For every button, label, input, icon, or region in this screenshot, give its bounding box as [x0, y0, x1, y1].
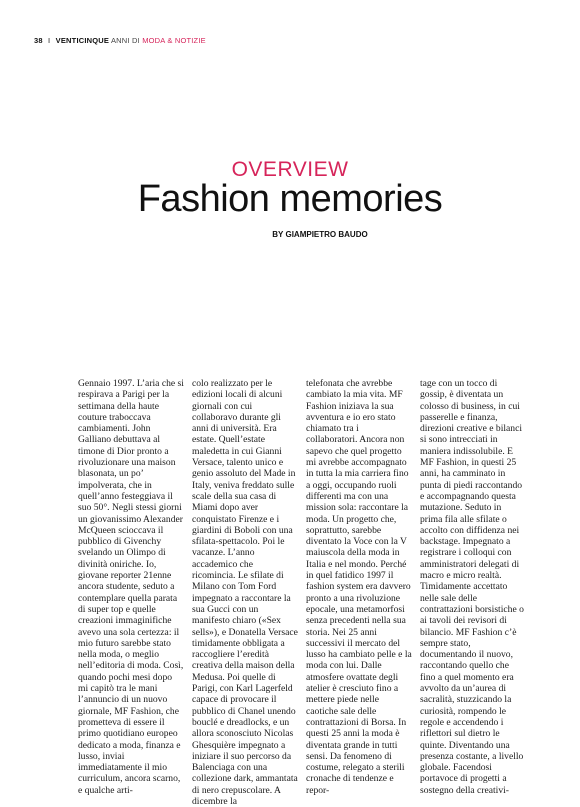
article-title: Fashion memories: [137, 178, 443, 220]
body-column-2: colo realizzato per le edizioni locali di alcuni giornali con cui collaboravo durante gli anni di università. Era estate. Quell’estate maledetta in cui Gianni Versace, talento unico e genio assoluto del Made in Italy, veniva freddato sulle scale della sua casa di Miami dopo aver conquistato Firenze e i giardini di Boboli con una sfilata-spettacolo. Poi le vacanze. L’anno accademico che ricomincia. Le sfilate di Milano con Tom Ford impegnato a raccontare la sua Gucci con un manifesto chiaro («Sex sells»), e Donatella Versace timidamente obbligata a raccogliere l’eredità creativa della maison della Medusa. Poi quelle di Parigi, con Karl Lagerfeld capace di provocare il pubblico di Chanel unendo bouclé e dreadlocks, e un allora sconosciuto Nicolas Ghesquière impegnato a iniziare il suo percorso da Balenciaga con una collezione dark, ammantata di nero crepuscolare. A dicembre la: [192, 378, 298, 807]
body-column-3: telefonata che avrebbe cambiato la mia vita. MF Fashion iniziava la sua avventura e io ero stato chiamato tra i collaboratori. Ancora non sapevo che quel progetto mi avrebbe accompagnato in tutta la mia carriera fino a oggi, occupando ruoli differenti ma con una mission sola: raccontare la moda. Un progetto che, soprattutto, sarebbe diventato la Voce con la V maiuscola della moda in Italia e nel mondo. Perché in quel fatidico 1997 il fashion system era davvero pronto a una rivoluzione epocale, una metamorfosi senza precedenti nella sua storia. Nei 25 anni successivi il mercato del lusso ha cambiato pelle e la moda con lui. Dalle atmosfere ovattate degli atelier è cresciuto fino a mettere piede nelle caotiche sale delle contrattazioni di Borsa. In questi 25 anni la moda è diventata grande in tutti sensi. Da fenomeno di costume, relegato a sterili cronache di tendenze e repor-: [306, 378, 412, 796]
article-byline: BY GIAMPIETRO BAUDO: [272, 230, 368, 239]
header-anni-di: ANNI DI: [110, 36, 140, 45]
section-label: OVERVIEW: [231, 158, 349, 181]
header-moda-notizie: MODA & NOTIZIE: [142, 36, 206, 45]
running-header: [34, 36, 206, 45]
header-brand: VENTICINQUE: [55, 36, 110, 45]
body-column-4: tage con un tocco di gossip, è diventata un colosso di business, in cui passerelle e finanza, direzioni creative e bilanci si sono intrecciati in maniera indissolubile. E MF Fashion, in questi 25 anni, ha camminato in punta di piedi raccontando e accompagnando questa mutazione. Seduto in prima fila alle sfilate o accolto con diffidenza nei backstage. Impegnato a registrare i colloqui con amministratori delegati di macro e micro realtà. Timidamente accettato nelle sale delle contrattazioni borsistiche o ai tavoli dei revisori di bilancio. MF Fashion c’è sempre stato, documentando il nuovo, raccontando quello che fino a quel momento era avvolto da un’aurea di sacralità, stuzzicando la curiosità, rompendo le regole e accendendo i riflettori sul dietro le quinte. Diventando una presenza costante, a livello globale. Facendosi portavoce di progetti a sostegno della creativi-: [420, 378, 524, 796]
page-number: 38: [34, 36, 43, 45]
article-body: [78, 378, 526, 807]
body-column-1: Gennaio 1997. L’aria che si respirava a Parigi per la settimana della haute couture traboccava cambiamenti. John Galliano debuttava al timone di Dior pronto a rivoluzionare una maison blasonata, un po’ impolverata, che in quell’anno festeggiava il suo 50°. Negli stessi giorni un giovanissimo Alexander McQueen scioccava il pubblico di Givenchy svelando un Olimpo di divinità oniriche. Io, giovane reporter 21enne ancora studente, seduto a contemplare quella parata di super top e quelle creazioni immaginifiche avevo una sola certezza: il mio futuro sarebbe stato nella moda, o meglio nell’editoria di moda. Così, quando pochi mesi dopo mi capitò tra le mani l’annuncio di un nuovo giornale, MF Fashion, che prometteva di essere il primo quotidiano europeo dedicato a moda, finanza e lusso, inviai immediatamente il mio curriculum, ancora scarno, e qualche arti-: [78, 378, 184, 796]
header-separator: I: [48, 36, 51, 45]
